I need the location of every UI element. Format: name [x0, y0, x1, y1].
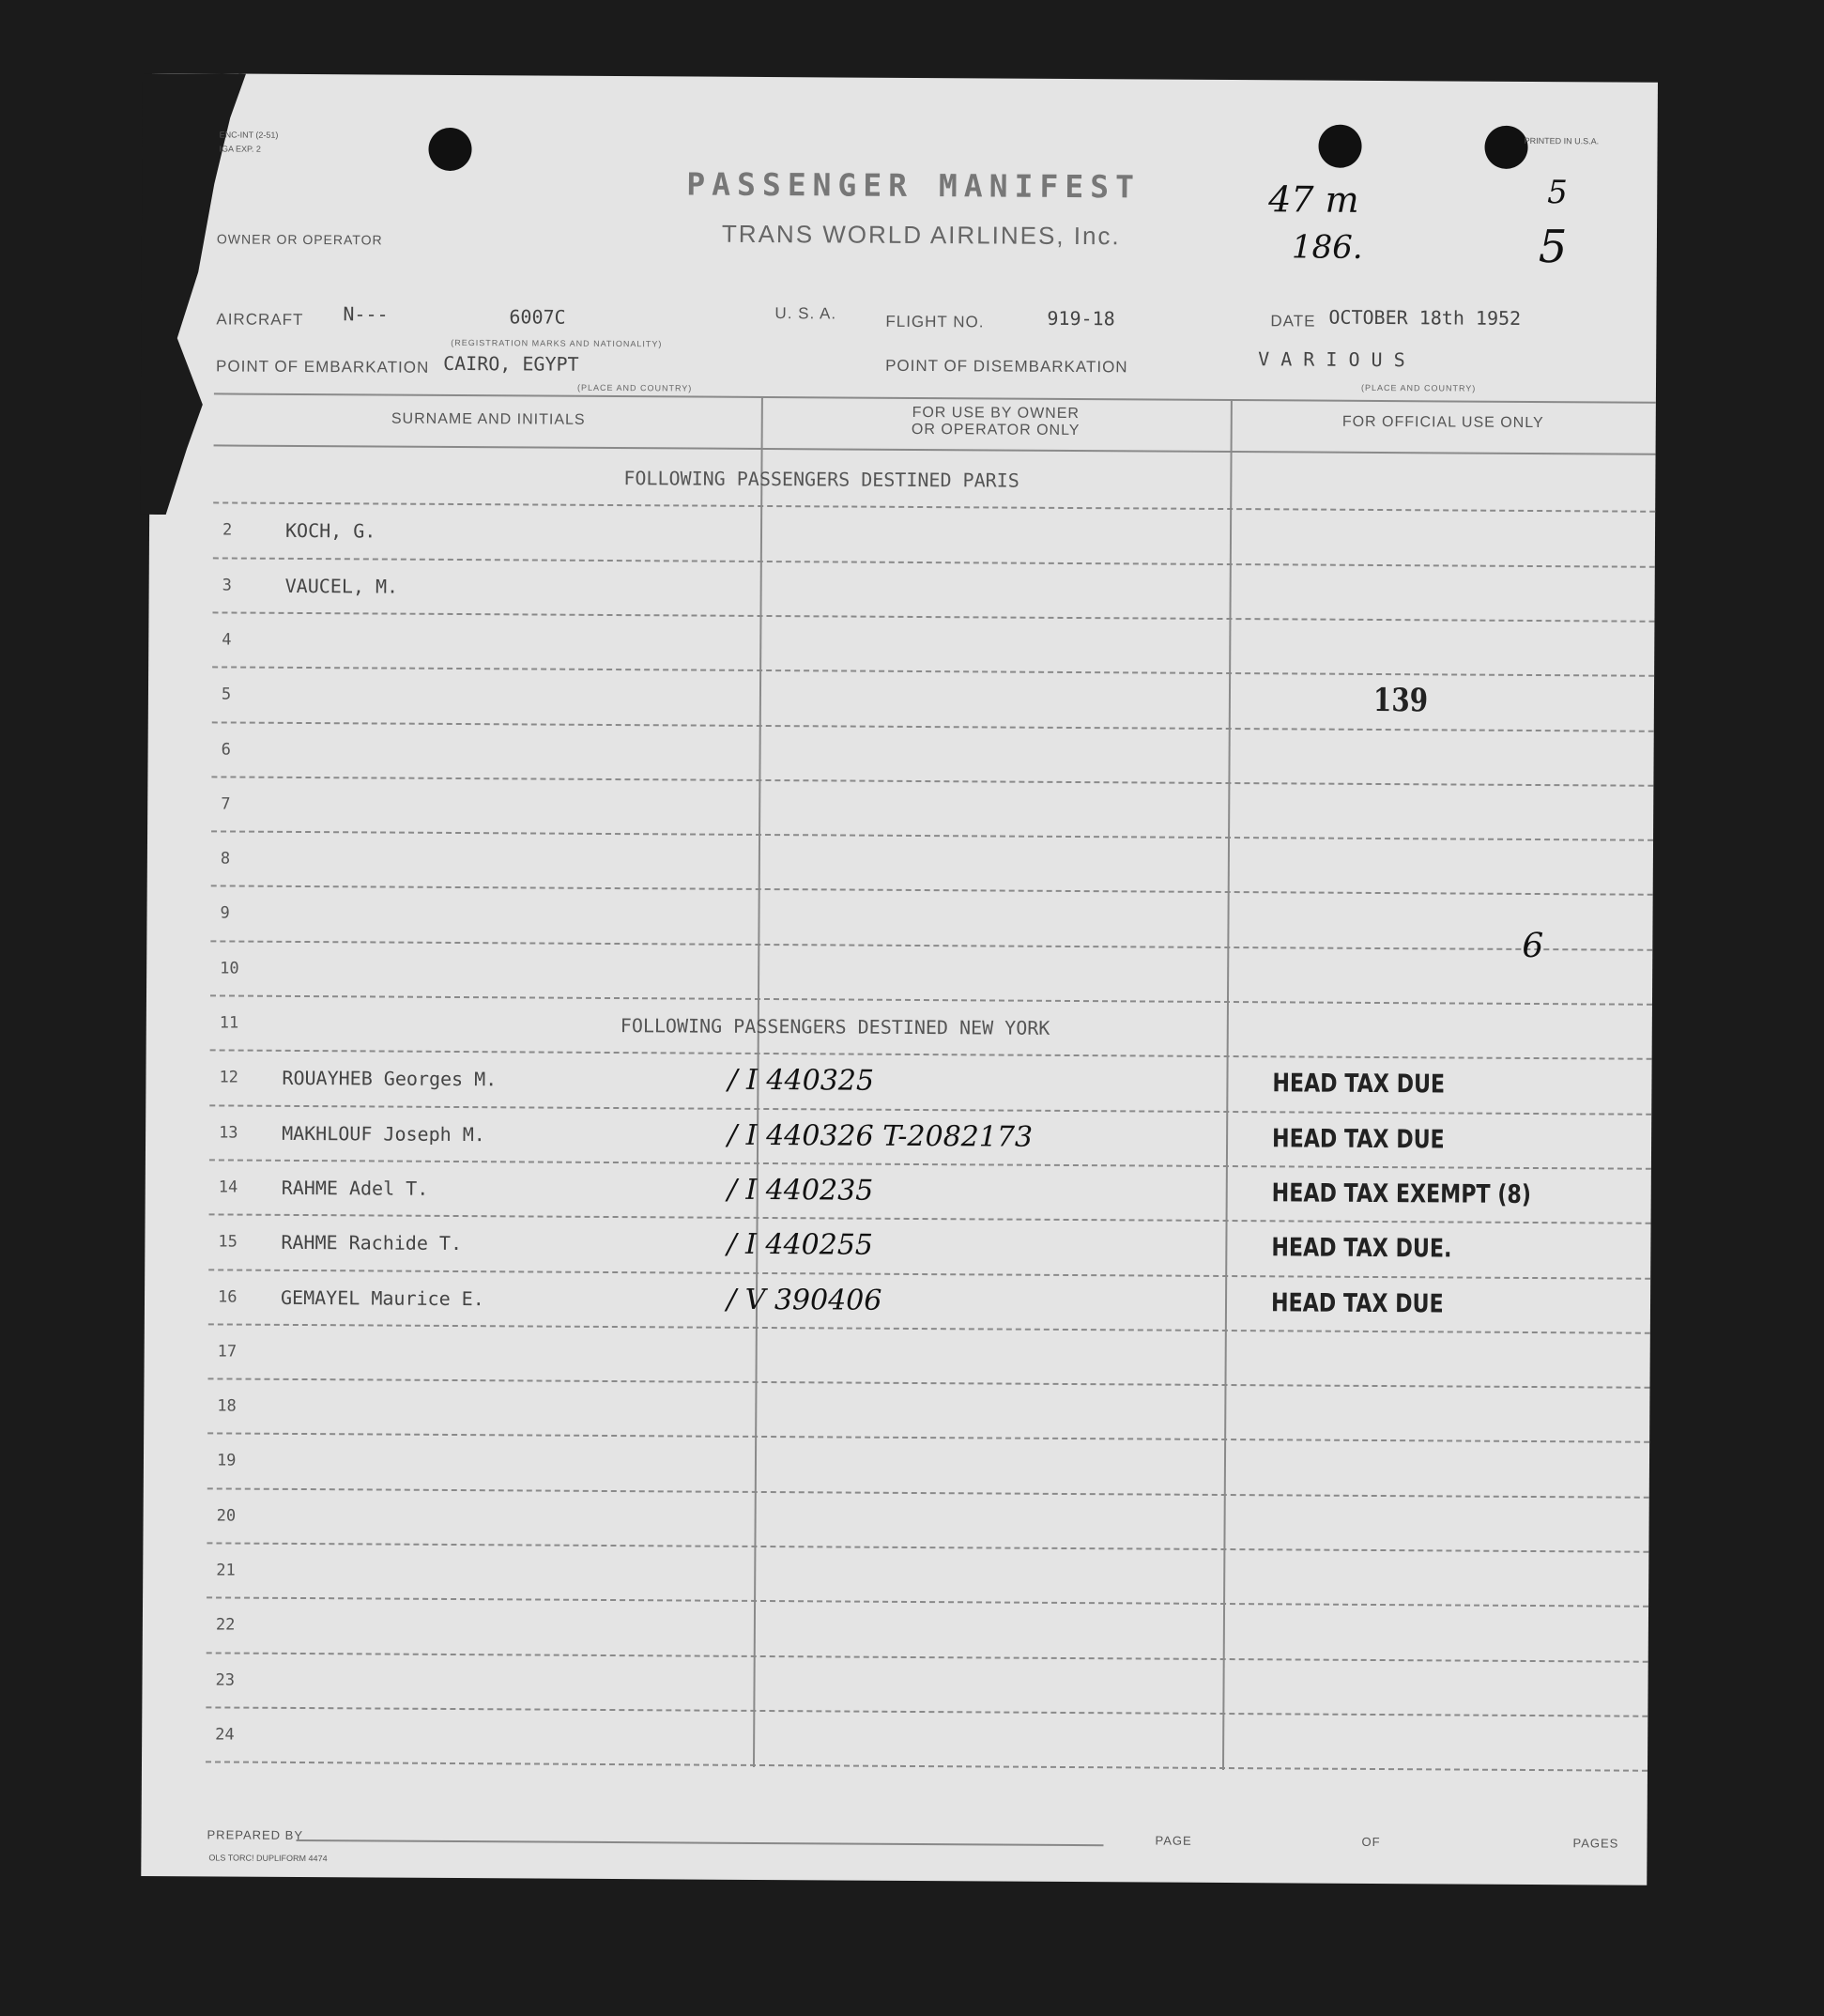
row-rule: [212, 667, 1654, 677]
row-rule: [207, 1487, 1649, 1498]
row-number: 8: [220, 849, 231, 869]
owner-entry: / I 440325: [728, 1064, 875, 1099]
row-rule: [210, 940, 1652, 950]
passenger-name: RAHME Adel T.: [281, 1176, 429, 1200]
official-entry: HEAD TAX DUE: [1272, 1069, 1446, 1100]
row-number: 18: [217, 1396, 237, 1416]
row-number: 6: [221, 739, 231, 760]
row-number: 19: [216, 1451, 237, 1470]
punch-hole-right: [1484, 126, 1527, 169]
owner-label: OWNER OR OPERATOR: [216, 231, 383, 248]
page-label: PAGE: [1155, 1833, 1192, 1848]
official-entry: HEAD TAX DUE: [1270, 1287, 1444, 1318]
owner-entry: / I 440255: [727, 1227, 874, 1262]
flight-label: FLIGHT NO.: [885, 312, 985, 331]
header-rule: [214, 444, 1656, 454]
row-rule: [207, 1433, 1649, 1443]
col-header-owner-2: OR OPERATOR ONLY: [911, 421, 1081, 439]
table-top-rule: [214, 392, 1656, 403]
punch-hole-left: [428, 128, 471, 171]
row-number: 5: [221, 685, 232, 704]
printed-in-label: PRINTED IN U.S.A.: [1524, 135, 1600, 146]
row-number: 7: [221, 794, 231, 814]
handwritten-note-4: 5: [1538, 221, 1568, 274]
official-entry: HEAD TAX EXEMPT (8): [1271, 1178, 1532, 1209]
row-rule: [211, 885, 1653, 896]
form-bottom-code: OLS TORC! DUPLIFORM 4474: [208, 1853, 328, 1864]
row-number: 9: [220, 903, 230, 923]
row-number: 24: [215, 1725, 235, 1745]
row-rule: [207, 1542, 1648, 1552]
aircraft-label: AIRCRAFT: [216, 310, 304, 329]
row-number: 14: [218, 1177, 238, 1197]
owner-entry: / I 440326 T-2082173: [727, 1118, 1034, 1154]
passenger-name: MAKHLOUF Joseph M.: [282, 1121, 485, 1146]
aircraft-prefix: N---: [343, 302, 389, 326]
passenger-name: VAUCEL, M.: [284, 574, 399, 598]
row-rule: [211, 830, 1653, 840]
passenger-name: RAHME Rachide T.: [281, 1231, 463, 1255]
handwritten-note-3: 5: [1547, 174, 1569, 212]
embarkation-point: CAIRO, EGYPT: [443, 351, 579, 376]
row-number: 4: [222, 630, 232, 650]
row-rule: [207, 1597, 1648, 1608]
row-rule: [210, 1050, 1652, 1060]
prepared-by-label: PREPARED BY: [207, 1827, 304, 1843]
handwritten-mark: 6: [1522, 926, 1544, 966]
flight-number: 919-18: [1047, 306, 1115, 331]
col-header-owner-1: FOR USE BY OWNER: [912, 404, 1081, 423]
form-code-1: ENC-INT (2-51): [219, 130, 279, 140]
aircraft-registration: 6007C: [509, 305, 566, 329]
registration-note: (REGISTRATION MARKS AND NATIONALITY): [451, 337, 663, 349]
embark-place-note: (PLACE AND COUNTRY): [576, 382, 693, 393]
owner-entry: / I 440235: [727, 1173, 874, 1208]
row-number: 20: [216, 1506, 237, 1526]
passenger-name: ROUAYHEB Georges M.: [282, 1067, 498, 1091]
manifest-page: [141, 73, 1658, 1885]
row-number: 11: [219, 1013, 239, 1033]
row-rule: [208, 1323, 1650, 1333]
row-number: 13: [219, 1123, 238, 1143]
row-number: 22: [215, 1615, 236, 1635]
handwritten-note-2: 186.: [1291, 228, 1363, 267]
row-rule: [208, 1377, 1650, 1388]
section-heading: FOLLOWING PASSENGERS DESTINED NEW YORK: [620, 1014, 1050, 1039]
col-header-official: FOR OFFICIAL USE ONLY: [1341, 413, 1544, 432]
row-number: 21: [216, 1561, 236, 1580]
row-rule: [206, 1762, 1648, 1772]
row-rule: [209, 1214, 1651, 1224]
row-number: 2: [222, 520, 233, 540]
disembarkation-label: POINT OF DISEMBARKATION: [885, 356, 1128, 377]
row-number: 17: [217, 1342, 238, 1362]
disembark-place-note: (PLACE AND COUNTRY): [1360, 382, 1477, 393]
of-label: OF: [1361, 1834, 1381, 1850]
official-entry: HEAD TAX DUE: [1271, 1123, 1445, 1155]
page-title: PASSENGER MANIFEST: [686, 165, 1142, 206]
row-number: 15: [218, 1232, 238, 1252]
passenger-name: GEMAYEL Maurice E.: [280, 1285, 484, 1310]
date-label: DATE: [1270, 312, 1316, 331]
aircraft-country: U. S. A.: [774, 304, 837, 323]
airline-name: TRANS WORLD AIRLINES, Inc.: [721, 219, 1121, 251]
row-number: 3: [222, 576, 232, 595]
flight-date: OCTOBER 18th 1952: [1328, 305, 1522, 330]
row-rule: [206, 1706, 1648, 1716]
passenger-name: KOCH, G.: [284, 519, 376, 543]
punch-hole-center: [1318, 125, 1361, 168]
row-rule: [210, 994, 1652, 1005]
row-rule: [207, 1652, 1648, 1662]
owner-entry: / V 390406: [726, 1283, 882, 1317]
section-heading: FOLLOWING PASSENGERS DESTINED PARIS: [623, 467, 1019, 492]
row-rule: [209, 1104, 1651, 1115]
row-rule: [211, 776, 1653, 786]
form-code-2: IGA EXP. 2: [219, 144, 261, 154]
row-rule: [212, 611, 1654, 622]
row-number: 10: [220, 959, 239, 978]
prepared-by-line: [297, 1839, 1104, 1846]
embarkation-label: POINT OF EMBARKATION: [216, 357, 430, 377]
row-rule: [213, 502, 1655, 513]
row-number: 23: [215, 1670, 236, 1690]
row-rule: [212, 721, 1654, 731]
row-number: 12: [219, 1068, 239, 1087]
handwritten-note-1: 47 m: [1268, 178, 1359, 221]
row-rule: [213, 557, 1655, 567]
stamp-number: 139: [1372, 681, 1429, 720]
official-entry: HEAD TAX DUE.: [1271, 1233, 1452, 1264]
row-number: 16: [217, 1286, 238, 1307]
row-rule: [209, 1159, 1651, 1169]
disembarkation-point: V A R I O U S: [1258, 347, 1405, 372]
torn-corner: [140, 73, 246, 516]
col-header-surname: SURNAME AND INITIALS: [391, 410, 586, 428]
row-rule: [208, 1269, 1650, 1279]
column-divider-2: [1222, 399, 1233, 1770]
pages-label: PAGES: [1572, 1836, 1619, 1851]
